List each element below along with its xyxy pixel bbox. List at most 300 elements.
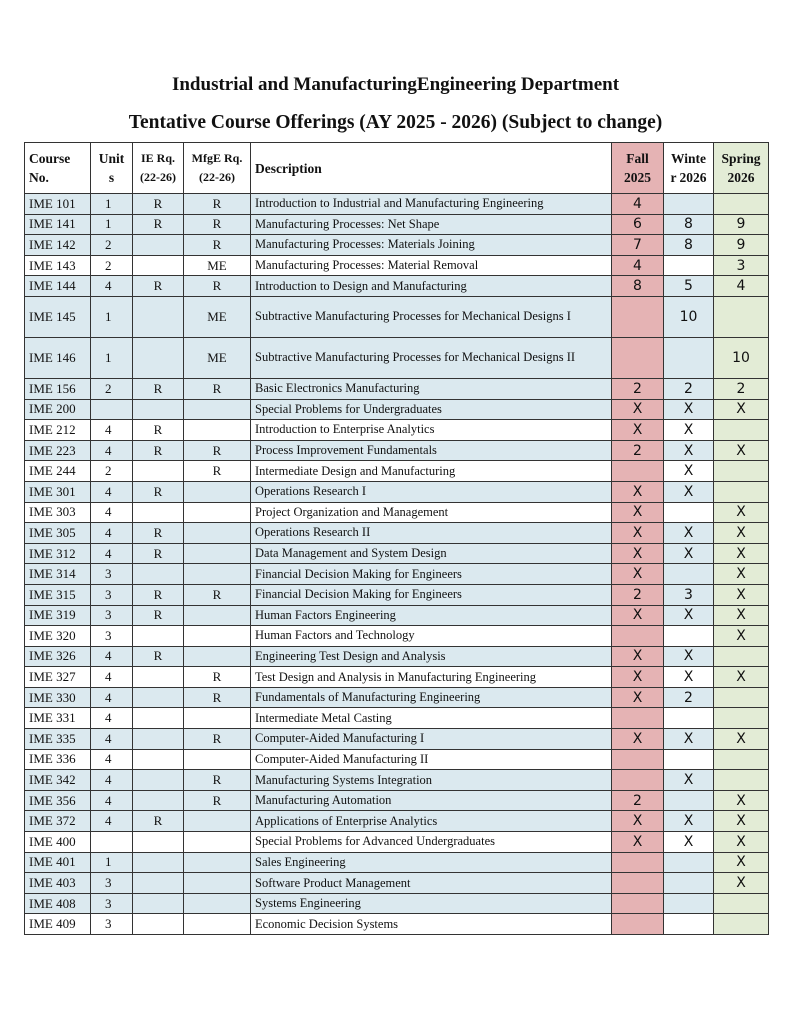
fall-offering: 2: [612, 440, 664, 461]
table-row: [25, 790, 769, 811]
col-fall-header: Fall 2025: [612, 143, 664, 194]
course-units: 4: [91, 543, 133, 564]
course-description: Data Management and System Design: [251, 543, 612, 564]
table-row: [25, 749, 769, 770]
winter-offering: [664, 708, 714, 729]
fall-offering: [612, 770, 664, 791]
winter-offering: X: [664, 420, 714, 441]
fall-offering: X: [612, 667, 664, 688]
course-code: IME 409: [25, 914, 91, 935]
ie-requirement: [133, 852, 184, 873]
course-units: 4: [91, 749, 133, 770]
fall-offering: 2: [612, 378, 664, 399]
spring-offering: [714, 296, 769, 337]
course-units: [91, 399, 133, 420]
winter-offering: [664, 749, 714, 770]
course-description: Basic Electronics Manufacturing: [251, 378, 612, 399]
course-code: IME 327: [25, 667, 91, 688]
col-spring-header: Spring 2026: [714, 143, 769, 194]
course-code: IME 101: [25, 194, 91, 215]
mfge-requirement: [184, 481, 251, 502]
ie-requirement: R: [133, 646, 184, 667]
spring-offering: X: [714, 584, 769, 605]
course-units: 3: [91, 873, 133, 894]
spring-offering: 4: [714, 276, 769, 297]
winter-offering: [664, 626, 714, 647]
mfge-requirement: [184, 749, 251, 770]
course-units: 4: [91, 420, 133, 441]
spring-offering: X: [714, 852, 769, 873]
winter-offering: X: [664, 605, 714, 626]
course-units: 1: [91, 194, 133, 215]
course-units: 4: [91, 687, 133, 708]
course-description: Operations Research II: [251, 523, 612, 544]
fall-offering: [612, 873, 664, 894]
mfge-requirement: [184, 852, 251, 873]
mfge-requirement: [184, 708, 251, 729]
course-description: Intermediate Design and Manufacturing: [251, 461, 612, 482]
col-units-header: Unit s: [91, 143, 133, 194]
course-units: 1: [91, 852, 133, 873]
table-row: [25, 852, 769, 873]
spring-offering: [714, 749, 769, 770]
fall-offering: X: [612, 420, 664, 441]
fall-offering: [612, 296, 664, 337]
course-code: IME 314: [25, 564, 91, 585]
fall-offering: [612, 914, 664, 935]
mfge-requirement: [184, 399, 251, 420]
fall-offering: 4: [612, 194, 664, 215]
fall-offering: 8: [612, 276, 664, 297]
winter-offering: 2: [664, 687, 714, 708]
course-code: IME 142: [25, 235, 91, 256]
course-description: Manufacturing Processes: Materials Joining: [251, 235, 612, 256]
fall-offering: X: [612, 502, 664, 523]
course-units: 2: [91, 378, 133, 399]
ie-requirement: [133, 255, 184, 276]
winter-offering: 8: [664, 235, 714, 256]
ie-requirement: [133, 749, 184, 770]
fall-offering: X: [612, 564, 664, 585]
course-code: IME 403: [25, 873, 91, 894]
mfge-requirement: [184, 523, 251, 544]
col-winter-header: Winte r 2026: [664, 143, 714, 194]
spring-offering: X: [714, 790, 769, 811]
mfge-requirement: R: [184, 770, 251, 791]
table-row: [25, 194, 769, 215]
course-code: IME 319: [25, 605, 91, 626]
course-units: 1: [91, 296, 133, 337]
winter-offering: 3: [664, 584, 714, 605]
spring-offering: X: [714, 832, 769, 853]
table-row: [25, 276, 769, 297]
course-code: IME 301: [25, 481, 91, 502]
table-row: [25, 687, 769, 708]
ie-requirement: [133, 502, 184, 523]
ie-requirement: [133, 667, 184, 688]
table-row: [25, 811, 769, 832]
mfge-requirement: R: [184, 667, 251, 688]
winter-offering: 2: [664, 378, 714, 399]
course-code: IME 223: [25, 440, 91, 461]
winter-offering: X: [664, 399, 714, 420]
winter-offering: 5: [664, 276, 714, 297]
ie-requirement: R: [133, 811, 184, 832]
table-row: [25, 420, 769, 441]
winter-offering: [664, 255, 714, 276]
table-row: [25, 399, 769, 420]
course-units: 2: [91, 235, 133, 256]
fall-offering: [612, 626, 664, 647]
winter-offering: [664, 893, 714, 914]
course-description: Introduction to Enterprise Analytics: [251, 420, 612, 441]
ie-requirement: R: [133, 378, 184, 399]
course-description: Intermediate Metal Casting: [251, 708, 612, 729]
fall-offering: X: [612, 481, 664, 502]
winter-offering: X: [664, 811, 714, 832]
fall-offering: [612, 708, 664, 729]
spring-offering: 9: [714, 214, 769, 235]
ie-requirement: [133, 729, 184, 750]
mfge-requirement: R: [184, 214, 251, 235]
mfge-requirement: [184, 893, 251, 914]
course-units: 1: [91, 337, 133, 378]
course-units: 3: [91, 564, 133, 585]
ie-requirement: [133, 873, 184, 894]
spring-offering: [714, 194, 769, 215]
table-row: [25, 255, 769, 276]
spring-offering: X: [714, 523, 769, 544]
mfge-requirement: [184, 502, 251, 523]
course-units: 3: [91, 893, 133, 914]
course-description: Test Design and Analysis in Manufacturing Engineering: [251, 667, 612, 688]
course-units: 4: [91, 770, 133, 791]
mfge-requirement: R: [184, 440, 251, 461]
course-code: IME 212: [25, 420, 91, 441]
course-code: IME 303: [25, 502, 91, 523]
ie-requirement: [133, 626, 184, 647]
course-code: IME 305: [25, 523, 91, 544]
table-row: [25, 605, 769, 626]
spring-offering: X: [714, 564, 769, 585]
course-description: Sales Engineering: [251, 852, 612, 873]
course-code: IME 335: [25, 729, 91, 750]
spring-offering: 3: [714, 255, 769, 276]
course-description: Financial Decision Making for Engineers: [251, 584, 612, 605]
course-units: [91, 832, 133, 853]
spring-offering: X: [714, 399, 769, 420]
course-units: 4: [91, 481, 133, 502]
course-units: 3: [91, 914, 133, 935]
course-units: 4: [91, 708, 133, 729]
spring-offering: [714, 646, 769, 667]
spring-offering: [714, 893, 769, 914]
winter-offering: X: [664, 481, 714, 502]
course-description: Manufacturing Automation: [251, 790, 612, 811]
mfge-requirement: R: [184, 235, 251, 256]
mfge-requirement: [184, 646, 251, 667]
winter-offering: [664, 194, 714, 215]
course-table: [24, 142, 769, 935]
course-code: IME 141: [25, 214, 91, 235]
spring-offering: [714, 770, 769, 791]
course-units: 4: [91, 790, 133, 811]
winter-offering: [664, 337, 714, 378]
winter-offering: [664, 873, 714, 894]
spring-offering: 9: [714, 235, 769, 256]
course-description: Engineering Test Design and Analysis: [251, 646, 612, 667]
ie-requirement: [133, 564, 184, 585]
course-units: 2: [91, 461, 133, 482]
spring-offering: X: [714, 543, 769, 564]
course-units: 3: [91, 605, 133, 626]
mfge-requirement: R: [184, 790, 251, 811]
mfge-requirement: ME: [184, 296, 251, 337]
spring-offering: 2: [714, 378, 769, 399]
fall-offering: 2: [612, 790, 664, 811]
course-description: Human Factors and Technology: [251, 626, 612, 647]
col-course-header: Course No.: [25, 143, 91, 194]
course-description: Human Factors Engineering: [251, 605, 612, 626]
col-desc-header: Description: [251, 143, 612, 194]
ie-requirement: [133, 399, 184, 420]
mfge-requirement: [184, 543, 251, 564]
course-description: Manufacturing Processes: Material Removal: [251, 255, 612, 276]
course-code: IME 200: [25, 399, 91, 420]
winter-offering: [664, 914, 714, 935]
ie-requirement: R: [133, 214, 184, 235]
ie-requirement: R: [133, 440, 184, 461]
winter-offering: X: [664, 646, 714, 667]
mfge-requirement: R: [184, 687, 251, 708]
ie-requirement: R: [133, 543, 184, 564]
course-units: 4: [91, 811, 133, 832]
course-units: 4: [91, 502, 133, 523]
table-row: [25, 502, 769, 523]
mfge-requirement: R: [184, 461, 251, 482]
fall-offering: X: [612, 543, 664, 564]
course-description: Applications of Enterprise Analytics: [251, 811, 612, 832]
table-row: [25, 667, 769, 688]
table-row: [25, 461, 769, 482]
col-ie-header: IE Rq. (22-26): [133, 143, 184, 194]
winter-offering: [664, 852, 714, 873]
course-code: IME 400: [25, 832, 91, 853]
course-description: Subtractive Manufacturing Processes for Mechanical Designs I: [251, 296, 612, 337]
winter-offering: 10: [664, 296, 714, 337]
table-row: [25, 873, 769, 894]
spring-offering: [714, 687, 769, 708]
table-row: [25, 235, 769, 256]
course-description: Process Improvement Fundamentals: [251, 440, 612, 461]
course-code: IME 356: [25, 790, 91, 811]
course-units: 4: [91, 646, 133, 667]
fall-offering: [612, 337, 664, 378]
course-description: Manufacturing Processes: Net Shape: [251, 214, 612, 235]
fall-offering: 4: [612, 255, 664, 276]
spring-offering: [714, 420, 769, 441]
mfge-requirement: [184, 420, 251, 441]
course-code: IME 144: [25, 276, 91, 297]
course-units: 4: [91, 667, 133, 688]
page-title: Industrial and ManufacturingEngineering Department: [171, 74, 620, 95]
course-code: IME 315: [25, 584, 91, 605]
course-description: Operations Research I: [251, 481, 612, 502]
mfge-requirement: [184, 626, 251, 647]
ie-requirement: R: [133, 605, 184, 626]
ie-requirement: R: [133, 420, 184, 441]
course-description: Computer-Aided Manufacturing I: [251, 729, 612, 750]
course-units: 4: [91, 440, 133, 461]
course-units: 2: [91, 255, 133, 276]
ie-requirement: [133, 235, 184, 256]
table-header-row: [25, 143, 769, 194]
ie-requirement: [133, 687, 184, 708]
spring-offering: X: [714, 440, 769, 461]
spring-offering: X: [714, 502, 769, 523]
spring-offering: X: [714, 667, 769, 688]
spring-offering: X: [714, 729, 769, 750]
table-row: [25, 296, 769, 337]
course-description: Special Problems for Undergraduates: [251, 399, 612, 420]
course-code: IME 401: [25, 852, 91, 873]
fall-offering: X: [612, 729, 664, 750]
spring-offering: [714, 461, 769, 482]
ie-requirement: [133, 790, 184, 811]
course-code: IME 320: [25, 626, 91, 647]
table-row: [25, 729, 769, 750]
fall-offering: 6: [612, 214, 664, 235]
winter-offering: [664, 790, 714, 811]
table-row: [25, 523, 769, 544]
fall-offering: 2: [612, 584, 664, 605]
course-code: IME 156: [25, 378, 91, 399]
ie-requirement: R: [133, 481, 184, 502]
course-code: IME 143: [25, 255, 91, 276]
table-row: [25, 564, 769, 585]
col-mfge-header: MfgE Rq. (22-26): [184, 143, 251, 194]
winter-offering: X: [664, 667, 714, 688]
course-code: IME 372: [25, 811, 91, 832]
course-description: Systems Engineering: [251, 893, 612, 914]
table-row: [25, 481, 769, 502]
winter-offering: X: [664, 729, 714, 750]
table-row: [25, 337, 769, 378]
winter-offering: X: [664, 543, 714, 564]
course-description: Software Product Management: [251, 873, 612, 894]
spring-offering: 10: [714, 337, 769, 378]
mfge-requirement: [184, 873, 251, 894]
ie-requirement: [133, 770, 184, 791]
mfge-requirement: ME: [184, 255, 251, 276]
mfge-requirement: [184, 811, 251, 832]
course-code: IME 145: [25, 296, 91, 337]
table-row: [25, 914, 769, 935]
winter-offering: X: [664, 461, 714, 482]
spring-offering: [714, 914, 769, 935]
course-description: Introduction to Industrial and Manufacturing Engineering: [251, 194, 612, 215]
table-row: [25, 832, 769, 853]
mfge-requirement: [184, 914, 251, 935]
ie-requirement: [133, 708, 184, 729]
winter-offering: X: [664, 770, 714, 791]
course-code: IME 326: [25, 646, 91, 667]
table-row: [25, 770, 769, 791]
mfge-requirement: ME: [184, 337, 251, 378]
spring-offering: X: [714, 605, 769, 626]
course-code: IME 408: [25, 893, 91, 914]
fall-offering: [612, 852, 664, 873]
fall-offering: X: [612, 687, 664, 708]
mfge-requirement: R: [184, 584, 251, 605]
winter-offering: 8: [664, 214, 714, 235]
ie-requirement: R: [133, 584, 184, 605]
spring-offering: [714, 708, 769, 729]
table-row: [25, 708, 769, 729]
fall-offering: X: [612, 811, 664, 832]
table-row: [25, 440, 769, 461]
table-row: [25, 646, 769, 667]
course-code: IME 331: [25, 708, 91, 729]
fall-offering: [612, 893, 664, 914]
ie-requirement: [133, 296, 184, 337]
mfge-requirement: R: [184, 194, 251, 215]
winter-offering: [664, 564, 714, 585]
mfge-requirement: R: [184, 729, 251, 750]
ie-requirement: R: [133, 276, 184, 297]
course-description: Fundamentals of Manufacturing Engineering: [251, 687, 612, 708]
spring-offering: X: [714, 626, 769, 647]
mfge-requirement: [184, 832, 251, 853]
spring-offering: X: [714, 811, 769, 832]
course-units: 4: [91, 729, 133, 750]
table-row: [25, 626, 769, 647]
table-row: [25, 378, 769, 399]
ie-requirement: [133, 337, 184, 378]
table-row: [25, 543, 769, 564]
table-row: [25, 214, 769, 235]
ie-requirement: [133, 893, 184, 914]
course-units: 4: [91, 276, 133, 297]
fall-offering: X: [612, 832, 664, 853]
course-code: IME 330: [25, 687, 91, 708]
fall-offering: [612, 749, 664, 770]
course-code: IME 312: [25, 543, 91, 564]
course-description: Manufacturing Systems Integration: [251, 770, 612, 791]
ie-requirement: [133, 461, 184, 482]
winter-offering: [664, 502, 714, 523]
winter-offering: X: [664, 523, 714, 544]
course-description: Project Organization and Management: [251, 502, 612, 523]
page-subtitle: Tentative Course Offerings (AY 2025 - 2026) (Subject to change): [128, 112, 663, 133]
mfge-requirement: R: [184, 378, 251, 399]
course-description: Special Problems for Advanced Undergraduates: [251, 832, 612, 853]
ie-requirement: R: [133, 523, 184, 544]
course-code: IME 336: [25, 749, 91, 770]
fall-offering: X: [612, 523, 664, 544]
mfge-requirement: R: [184, 276, 251, 297]
ie-requirement: R: [133, 194, 184, 215]
ie-requirement: [133, 914, 184, 935]
table-row: [25, 584, 769, 605]
course-description: Financial Decision Making for Engineers: [251, 564, 612, 585]
course-units: 4: [91, 523, 133, 544]
winter-offering: X: [664, 440, 714, 461]
course-code: IME 342: [25, 770, 91, 791]
course-units: 3: [91, 584, 133, 605]
course-description: Economic Decision Systems: [251, 914, 612, 935]
fall-offering: [612, 461, 664, 482]
